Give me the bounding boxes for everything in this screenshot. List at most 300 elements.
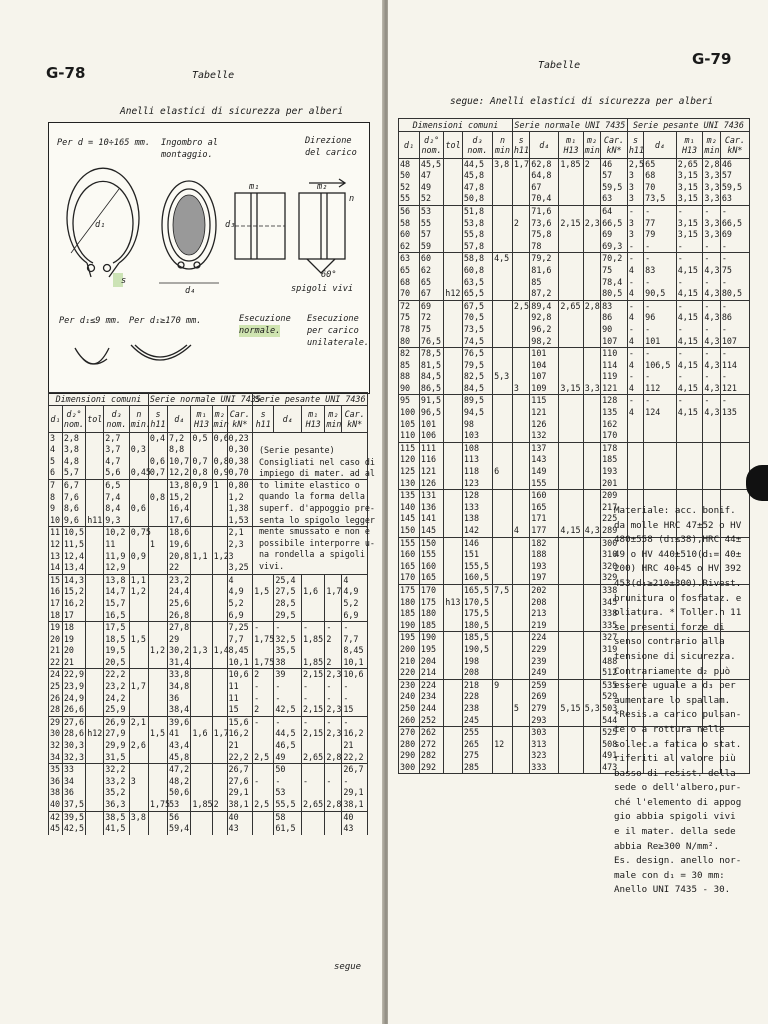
table-cell: - bbox=[703, 395, 720, 407]
table-cell: - bbox=[342, 622, 368, 634]
table-cell: 106 bbox=[419, 430, 443, 442]
table-cell bbox=[703, 430, 720, 442]
table-cell: 319 bbox=[601, 644, 628, 656]
table-cell bbox=[444, 656, 463, 668]
label-large-d1: Per d₁≥170 mm. bbox=[129, 316, 202, 326]
table-cell: 30,3 bbox=[63, 740, 84, 751]
table-cell: 160 bbox=[419, 561, 443, 573]
table-cell: - bbox=[274, 716, 302, 728]
table-cell: 24 bbox=[49, 669, 63, 681]
table-row bbox=[399, 466, 750, 478]
column-header: tol bbox=[86, 405, 104, 432]
table-cell bbox=[512, 454, 529, 466]
table-cell bbox=[559, 644, 583, 656]
table-cell bbox=[148, 479, 167, 491]
table-cell bbox=[493, 193, 513, 205]
table-cell: 2,8 bbox=[62, 432, 85, 444]
table-row bbox=[49, 799, 368, 811]
table-cell: 9,3 bbox=[104, 515, 130, 527]
table-cell: 1,7 bbox=[213, 728, 229, 739]
table-cell: - bbox=[676, 277, 703, 289]
table-cell bbox=[86, 622, 104, 634]
table-cell: 255 bbox=[462, 727, 492, 739]
table-cell: 208 bbox=[462, 667, 492, 679]
table-cell bbox=[444, 442, 463, 454]
table-cell bbox=[191, 704, 212, 716]
table-cell bbox=[86, 503, 104, 515]
table-cell bbox=[512, 265, 529, 277]
table-cell: 8,45 bbox=[342, 645, 368, 657]
table-row bbox=[399, 265, 750, 277]
table-cell bbox=[493, 750, 513, 762]
table-cell bbox=[559, 193, 583, 205]
table-cell: 77 bbox=[644, 218, 677, 230]
table-cell: 3,3 bbox=[583, 383, 600, 395]
table-cell: 473 bbox=[601, 762, 628, 774]
column-header: d₁ bbox=[399, 131, 420, 158]
material-note-line: *Resis.a carico pulsan- bbox=[614, 709, 742, 721]
table-cell bbox=[512, 360, 529, 372]
table-cell: 1,5 bbox=[148, 728, 167, 740]
table-cell: 2,15 bbox=[302, 669, 324, 680]
table-cell: 0,9 bbox=[191, 479, 212, 491]
table-cell: - bbox=[342, 716, 368, 728]
table-cell: 11,9 bbox=[104, 551, 130, 563]
table-cell bbox=[583, 549, 600, 561]
table-cell: 4 bbox=[512, 525, 529, 537]
table-cell: 2,6 bbox=[129, 740, 148, 752]
table-cell: 2,3 bbox=[325, 704, 342, 716]
column-header: m₂ min bbox=[325, 405, 342, 432]
table-cell: 107 bbox=[720, 336, 749, 348]
table-cell: 84,5 bbox=[462, 383, 492, 395]
table-cell: 60 bbox=[399, 229, 420, 241]
table-cell: 70,4 bbox=[530, 193, 559, 205]
label-normale-2: normale. bbox=[239, 326, 281, 336]
table-cell: 22,2 bbox=[227, 752, 253, 764]
table-cell bbox=[148, 787, 167, 799]
label-unilaterale-2: per carico bbox=[307, 326, 359, 336]
table-row bbox=[49, 716, 368, 728]
table-cell: 3,3 bbox=[704, 229, 720, 240]
table-cell: 110 bbox=[399, 430, 420, 442]
table-cell: 57,8 bbox=[462, 241, 492, 253]
pesante-note-line: superf. d'appoggio pre- bbox=[259, 502, 375, 513]
table-cell: 78 bbox=[399, 324, 420, 336]
table-cell: 63 bbox=[601, 193, 628, 205]
table-cell bbox=[583, 679, 600, 691]
table-row bbox=[399, 407, 750, 419]
table-cell bbox=[253, 610, 274, 622]
pesante-note bbox=[259, 445, 375, 573]
table-row bbox=[399, 193, 750, 205]
table-cell: - bbox=[627, 395, 643, 407]
table-cell: 26,9 bbox=[104, 716, 130, 728]
table-cell bbox=[559, 750, 583, 762]
table-cell: - bbox=[676, 324, 703, 336]
table-cell: 141 bbox=[419, 513, 443, 525]
table-cell bbox=[559, 182, 583, 194]
material-note-line: oliatura. * Toller.h 11 bbox=[614, 607, 742, 619]
table-cell bbox=[212, 669, 227, 681]
table-cell: - bbox=[627, 300, 643, 312]
table-cell: 50 bbox=[399, 170, 420, 182]
table-cell: 58 bbox=[274, 811, 302, 823]
table-row bbox=[49, 681, 368, 693]
table-cell: 4 bbox=[627, 288, 643, 300]
table-cell: 132 bbox=[530, 430, 559, 442]
table-cell: 2 bbox=[325, 657, 342, 669]
table-row bbox=[399, 442, 750, 454]
table-cell: 59,4 bbox=[169, 823, 190, 834]
table-cell: 112 bbox=[644, 383, 677, 395]
table-cell bbox=[444, 430, 463, 442]
table-cell: 5,6 bbox=[104, 467, 130, 479]
table-cell: 2,8 bbox=[325, 799, 342, 811]
table-cell: 15,2 bbox=[169, 491, 190, 502]
table-cell: 87,2 bbox=[530, 288, 559, 300]
table-cell: 114 bbox=[720, 360, 749, 372]
table-cell bbox=[493, 360, 513, 372]
table-cell: 155,5 bbox=[462, 561, 492, 573]
table-cell: 9 bbox=[493, 679, 513, 691]
table-cell bbox=[559, 632, 583, 644]
table-cell: 81,5 bbox=[419, 360, 443, 372]
table-cell: 83 bbox=[644, 265, 677, 277]
table-cell: - bbox=[644, 241, 677, 253]
table-cell bbox=[212, 823, 227, 835]
table-cell: 94,5 bbox=[462, 407, 492, 419]
table-cell bbox=[559, 312, 583, 324]
table-cell bbox=[129, 562, 148, 574]
table-cell: 90,5 bbox=[644, 288, 677, 300]
table-cell: 151 bbox=[462, 549, 492, 561]
table-cell: 234 bbox=[419, 691, 443, 703]
table-cell bbox=[559, 727, 583, 739]
table-cell: 39,5 bbox=[63, 811, 84, 822]
table-cell: 338 bbox=[601, 608, 628, 620]
table-cell: 121 bbox=[720, 383, 749, 395]
column-header: tol bbox=[444, 131, 463, 158]
table-cell bbox=[512, 241, 529, 253]
table-cell: 15,7 bbox=[104, 598, 130, 610]
table-cell bbox=[444, 667, 463, 679]
table-cell: 73,5 bbox=[644, 193, 677, 205]
table-cell bbox=[325, 811, 342, 823]
table-cell bbox=[148, 716, 167, 728]
table-cell: 1,85 bbox=[301, 657, 324, 669]
table-cell bbox=[444, 608, 463, 620]
table-cell: 65 bbox=[399, 265, 420, 277]
table-cell: 21 bbox=[227, 740, 253, 752]
table-cell bbox=[512, 632, 529, 644]
table-cell: 91,5 bbox=[419, 395, 443, 407]
table-cell bbox=[444, 561, 463, 573]
table-cell bbox=[253, 740, 274, 752]
table-cell bbox=[129, 693, 148, 705]
table-cell bbox=[191, 598, 212, 610]
table-cell bbox=[493, 478, 513, 490]
label-direzione-2: del carico bbox=[305, 148, 357, 158]
table-cell bbox=[325, 823, 342, 835]
table-cell: - bbox=[644, 348, 677, 360]
table-cell: 95 bbox=[399, 395, 420, 407]
table-cell bbox=[212, 562, 227, 574]
table-cell: - bbox=[676, 395, 703, 407]
table-cell bbox=[86, 823, 104, 835]
material-note-line: 200) HRC 40÷45 o HV 392 bbox=[614, 563, 742, 575]
table-cell bbox=[512, 549, 529, 561]
table-cell bbox=[583, 727, 600, 739]
table-cell bbox=[703, 454, 720, 466]
table-cell bbox=[191, 527, 212, 539]
table-cell bbox=[191, 669, 212, 681]
column-header: d₄ bbox=[274, 405, 302, 432]
table-cell: 7,7 bbox=[227, 634, 253, 646]
table-cell: 51,8 bbox=[462, 205, 492, 217]
table-cell: - bbox=[301, 693, 324, 705]
table-cell: 1,3 bbox=[191, 645, 212, 657]
table-cell bbox=[253, 645, 274, 657]
table-cell: 14 bbox=[49, 562, 63, 574]
table-cell: 38,5 bbox=[104, 811, 130, 823]
right-page bbox=[388, 0, 768, 1024]
table-cell bbox=[86, 610, 104, 622]
table-cell: 5,7 bbox=[62, 467, 85, 479]
table-row bbox=[399, 478, 750, 490]
footer-segue: segue bbox=[334, 962, 362, 972]
table-cell: - bbox=[720, 241, 749, 253]
table-cell: 0,70 bbox=[227, 467, 253, 479]
table-cell bbox=[148, 752, 167, 764]
table-cell bbox=[148, 669, 167, 681]
table-cell: 109 bbox=[530, 383, 559, 395]
table-row bbox=[49, 693, 368, 705]
table-cell: 2,1 bbox=[227, 527, 253, 539]
table-cell bbox=[212, 704, 227, 716]
table-cell bbox=[86, 562, 104, 574]
label-d1: d₁ bbox=[95, 220, 106, 230]
table-cell bbox=[512, 253, 529, 265]
table-cell bbox=[253, 811, 274, 823]
material-note-line: te o a rottura nelle bbox=[614, 723, 725, 735]
table-cell: 2,65 bbox=[301, 752, 324, 764]
table-cell: 190,5 bbox=[462, 644, 492, 656]
table-cell bbox=[129, 610, 148, 622]
table-cell bbox=[583, 608, 600, 620]
table-cell: 56 bbox=[399, 205, 420, 217]
table-cell: 8,8 bbox=[168, 444, 191, 456]
table-cell: - bbox=[703, 348, 720, 360]
label-normale-1: Esecuzione bbox=[239, 314, 291, 324]
table-cell: 96 bbox=[644, 312, 677, 324]
table-cell: 75 bbox=[601, 265, 628, 277]
table-cell: 249 bbox=[530, 667, 559, 679]
table-cell bbox=[583, 371, 600, 383]
table-cell: 488 bbox=[601, 656, 628, 668]
material-note-line: Es. design. anello nor- bbox=[614, 855, 742, 867]
table-cell: 2 bbox=[253, 669, 274, 681]
table-cell: 47,2 bbox=[169, 764, 190, 775]
table-cell: 82,5 bbox=[462, 371, 492, 383]
table-cell: 72 bbox=[419, 312, 443, 324]
table-cell: 2 bbox=[253, 704, 274, 716]
table-cell: 14,3 bbox=[63, 574, 84, 585]
table-cell: 3 bbox=[227, 551, 253, 563]
table-cell: 10 bbox=[49, 515, 63, 527]
table-cell: - bbox=[720, 300, 749, 312]
table-cell: 20,5 bbox=[104, 657, 130, 669]
table-cell: 64 bbox=[601, 205, 628, 217]
table-cell bbox=[512, 277, 529, 289]
table-cell: 21 bbox=[62, 657, 85, 669]
table-cell: 107 bbox=[601, 336, 628, 348]
table-cell: 8 bbox=[49, 492, 63, 504]
table-cell bbox=[212, 764, 227, 776]
column-header: d₂° nom. bbox=[419, 131, 443, 158]
table-cell bbox=[148, 622, 167, 634]
table-cell bbox=[583, 715, 600, 727]
table-row bbox=[399, 348, 750, 360]
table-cell bbox=[559, 715, 583, 727]
table-cell: 48,2 bbox=[169, 775, 190, 786]
table-cell bbox=[559, 691, 583, 703]
table-cell: - bbox=[676, 371, 703, 383]
material-note bbox=[614, 504, 741, 898]
table-cell: 131 bbox=[419, 490, 443, 502]
table-cell: 7 bbox=[49, 479, 63, 491]
table-cell: - bbox=[274, 681, 302, 693]
label-m2: m₂ bbox=[317, 182, 328, 192]
table-cell: 33,2 bbox=[104, 776, 130, 788]
table-cell bbox=[444, 549, 463, 561]
table-cell bbox=[86, 598, 104, 610]
table-cell bbox=[559, 502, 583, 514]
table-cell bbox=[212, 515, 227, 527]
table-row bbox=[399, 371, 750, 383]
table-cell bbox=[444, 644, 463, 656]
material-note-line: Anello UNI 7435 - 30. bbox=[614, 884, 731, 896]
table-cell bbox=[212, 752, 227, 764]
table-cell: 38 bbox=[274, 657, 302, 669]
table-cell bbox=[512, 572, 529, 584]
material-note-line: male con d₁ = 30 mm: bbox=[614, 869, 725, 881]
table-cell: 16,2 bbox=[342, 728, 368, 740]
table-cell bbox=[559, 667, 583, 679]
table-cell bbox=[493, 632, 513, 644]
table-cell: 292 bbox=[419, 762, 443, 774]
table-cell: 262 bbox=[419, 727, 443, 739]
label-unilaterale-3: unilaterale. bbox=[307, 338, 370, 348]
table-cell: 98,2 bbox=[530, 336, 559, 348]
table-cell bbox=[444, 253, 463, 265]
column-header: m₂ min bbox=[703, 131, 720, 158]
table-cell: 31,5 bbox=[104, 752, 130, 764]
table-cell bbox=[212, 811, 227, 823]
table-cell bbox=[583, 454, 600, 466]
material-note-line: 453(d₁≥210±300).Rivest. bbox=[614, 577, 742, 589]
table-cell bbox=[444, 312, 463, 324]
table-cell bbox=[493, 348, 513, 360]
table-cell bbox=[512, 288, 529, 300]
table-cell bbox=[253, 432, 368, 444]
table-cell: 2 bbox=[212, 799, 227, 811]
column-header: s h11 bbox=[148, 405, 167, 432]
table-cell bbox=[444, 265, 463, 277]
table-cell bbox=[148, 610, 167, 622]
table-cell: 34,8 bbox=[169, 681, 190, 692]
table-cell bbox=[191, 681, 212, 693]
table-cell bbox=[512, 395, 529, 407]
table-cell: 136 bbox=[419, 502, 443, 514]
table-cell bbox=[148, 527, 167, 539]
table-cell bbox=[212, 527, 227, 539]
table-cell bbox=[512, 312, 529, 324]
table-cell bbox=[444, 715, 463, 727]
table-cell bbox=[493, 644, 513, 656]
table-cell: - bbox=[627, 205, 643, 217]
table-cell: 37,5 bbox=[62, 799, 85, 811]
table-cell: 12 bbox=[493, 739, 513, 751]
table-cell: 27,6 bbox=[227, 776, 253, 788]
table-cell: 47 bbox=[419, 170, 443, 182]
table-cell: 25,6 bbox=[169, 597, 190, 608]
column-header: s h11 bbox=[512, 131, 529, 158]
table-cell: 2,65 bbox=[676, 158, 703, 170]
table-cell: 4,15 bbox=[676, 265, 703, 277]
table-cell bbox=[559, 348, 583, 360]
table-cell: 32,2 bbox=[104, 764, 130, 776]
table-cell bbox=[253, 787, 274, 799]
table-cell: 53 bbox=[168, 799, 191, 811]
table-cell: 185 bbox=[399, 608, 420, 620]
table-cell: 24,4 bbox=[169, 586, 190, 597]
table-cell bbox=[559, 513, 583, 525]
table-row bbox=[49, 432, 368, 444]
table-cell: 104 bbox=[530, 360, 559, 372]
table-cell: 88 bbox=[399, 371, 420, 383]
table-cell: 240 bbox=[399, 691, 420, 703]
table-cell: h12 bbox=[444, 288, 463, 300]
material-note-line: ché l'elemento di appog bbox=[614, 796, 742, 808]
table-cell bbox=[559, 584, 583, 596]
table-cell: 7,25 bbox=[227, 622, 253, 634]
table-cell: 265 bbox=[462, 739, 492, 751]
table-cell bbox=[148, 634, 167, 646]
table-cell bbox=[512, 205, 529, 217]
table-cell bbox=[676, 478, 703, 490]
table-cell bbox=[444, 395, 463, 407]
table-cell: 5,15 bbox=[559, 703, 583, 715]
table-cell bbox=[86, 681, 104, 693]
table-cell: 70,5 bbox=[462, 312, 492, 324]
table-cell bbox=[583, 762, 600, 774]
table-cell bbox=[86, 444, 104, 456]
table-cell: 16,4 bbox=[169, 503, 190, 514]
table-cell bbox=[191, 634, 212, 646]
table-cell bbox=[559, 454, 583, 466]
table-cell: 4,8 bbox=[62, 456, 85, 468]
table-cell: 2,8 bbox=[325, 752, 342, 764]
table-cell: 150 bbox=[399, 525, 420, 537]
table-cell: 185 bbox=[601, 454, 628, 466]
table-cell bbox=[444, 454, 463, 466]
table-cell: 0,6 bbox=[213, 432, 229, 443]
table-cell bbox=[583, 537, 600, 549]
table-cell: 105 bbox=[399, 419, 420, 431]
table-cell bbox=[148, 657, 167, 669]
table-cell: 42,5 bbox=[63, 823, 84, 834]
